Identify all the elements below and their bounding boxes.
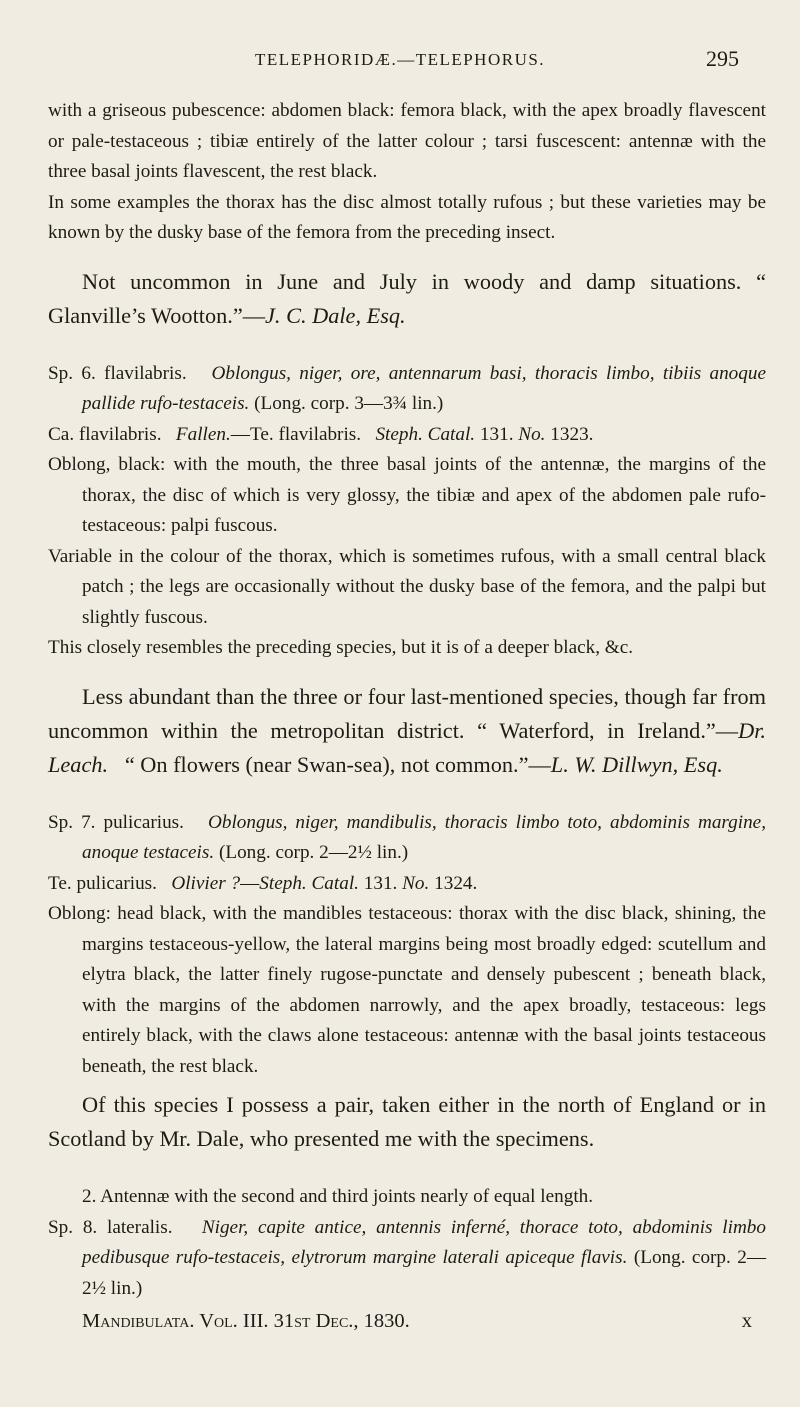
paragraph-provenance-sp7: Of this species I possess a pair, taken either in the north of England or in Scotland by Mr. Dale, who presented me with the specimens.: [48, 1092, 766, 1151]
page-number: 295: [706, 46, 739, 71]
locality-attribution: L. W. Dillwyn, Esq.: [550, 751, 723, 777]
species-8-heading: [48, 1213, 766, 1305]
species-7-description: Oblong: head black, with the mandibles testaceous: thorax with the disc black, shining, the margins testaceous-yellow, the lateral margins being most broadly edged: scutellum and elytra black, the latter finely rugose-punctate and densely pubescent ; beneath black, with the margins of the abdomen narrowly, and the apex broadly, testaceous: legs entirely black, with the claws alone testaceous: antennæ with the basal joints testaceous beneath, the rest black.: [48, 903, 766, 1077]
species-8-diagnosis: Niger, capite antice, antennis inferné, thorace toto, abdominis limbo pedibusque rufo-testaceis, elytrorum margine laterali apiceque flavis.: [82, 1216, 766, 1268]
paragraph-locality-sp6: [48, 680, 766, 782]
locality-attribution: J. C. Dale, Esq.: [265, 302, 406, 328]
catalogue-no-label: No.: [518, 423, 546, 445]
locality-text: “ On flowers (near Swan-sea), not common.”—: [124, 751, 551, 777]
synonym-dash: —: [240, 872, 260, 894]
catalogue-ref: Steph. Catal.: [259, 872, 359, 894]
species-7-diagnosis: Oblongus, niger, mandibulis, thoracis limbo toto, abdominis margine, anoque testaceis.: [82, 811, 766, 863]
species-7-synonymy: [48, 869, 766, 900]
species-6-variation: Variable in the colour of the thorax, which is sometimes rufous, with a small central black patch ; the legs are occasionally without the dusky base of the femora, and the palpi but slightly fuscous.: [48, 545, 766, 628]
species-7-size: (Long. corp. 2—2½ lin.): [218, 842, 409, 863]
locality-attribution: Dr. Leach.: [48, 717, 766, 777]
paragraph-continued-description: with a griseous pubescence: abdomen black: femora black, with the apex broadly flavescent or pale-testaceous ; tibiæ entirely of the latter colour ; tarsi fuscescent: antennæ with the three basal joints flavescent, the rest black.: [48, 100, 766, 182]
species-8-label: Sp. 8. lateralis.: [48, 1216, 173, 1238]
catalogue-no-label: No.: [402, 872, 430, 894]
species-8-size: (Long. corp. 2—2½ lin.): [82, 1247, 767, 1299]
species-6-synonymy: [48, 420, 766, 451]
section-heading-division-2: 2. Antennæ with the second and third joints nearly of equal length.: [82, 1186, 594, 1207]
species-6-comparison: This closely resembles the preceding species, but it is of a deeper black, &c.: [48, 637, 634, 658]
synonym-author: Fallen.: [175, 423, 231, 445]
catalogue-ref: Steph. Catal.: [375, 423, 476, 445]
paragraph-variety-note: In some examples the thorax has the disc almost totally rufous ; but these varieties may be known by the dusky base of the femora from the preceding insect.: [48, 191, 766, 243]
page-header: [0, 46, 800, 76]
species-6-label: Sp. 6. flavilabris.: [48, 362, 187, 384]
catalogue-page: 131.: [363, 872, 398, 894]
catalogue-number: 1323.: [550, 423, 594, 445]
signature-line: Mandibulata. Vol. III. 31st Dec., 1830.: [82, 1310, 410, 1332]
locality-text: Not uncommon in June and July in woody and damp situations. “ Glanville’s Wootton.”—: [48, 268, 766, 328]
synonym-author: Olivier ?: [171, 872, 241, 894]
page-body: [48, 96, 766, 1337]
species-6-size: (Long. corp. 3—3¾ lin.): [254, 393, 444, 414]
synonym-name: Ca. flavilabris.: [48, 423, 162, 445]
species-6-description: Oblong, black: with the mouth, the three basal joints of the antennæ, the margins of the thorax, the disc of which is very glossy, the tibiæ and apex of the abdomen pale rufo-testaceous: palpi fuscous.: [48, 454, 766, 536]
species-6-diagnosis: Oblongus, niger, ore, antennarum basi, thoracis limbo, tibiis anoque pallide rufo-testaceis.: [82, 362, 766, 414]
species-7-label: Sp. 7. pulicarius.: [48, 811, 184, 833]
species-6-heading: [48, 359, 766, 420]
species-7-heading: [48, 808, 766, 869]
synonym-name: —Te. flavilabris.: [230, 423, 362, 445]
running-title: TELEPHORIDÆ.—TELEPHORUS.: [255, 50, 546, 69]
page-footer: [48, 1306, 766, 1337]
catalogue-number: 1324.: [434, 872, 478, 894]
paragraph-locality-sp5: [48, 265, 766, 333]
signature-mark: x: [741, 1310, 752, 1332]
locality-text: Less abundant than the three or four last-mentioned species, though far from uncommon within the metropolitan district. “ Waterford, in Ireland.”—: [48, 683, 766, 743]
catalogue-page: 131.: [479, 423, 514, 445]
synonym-name: Te. pulicarius.: [48, 872, 157, 894]
